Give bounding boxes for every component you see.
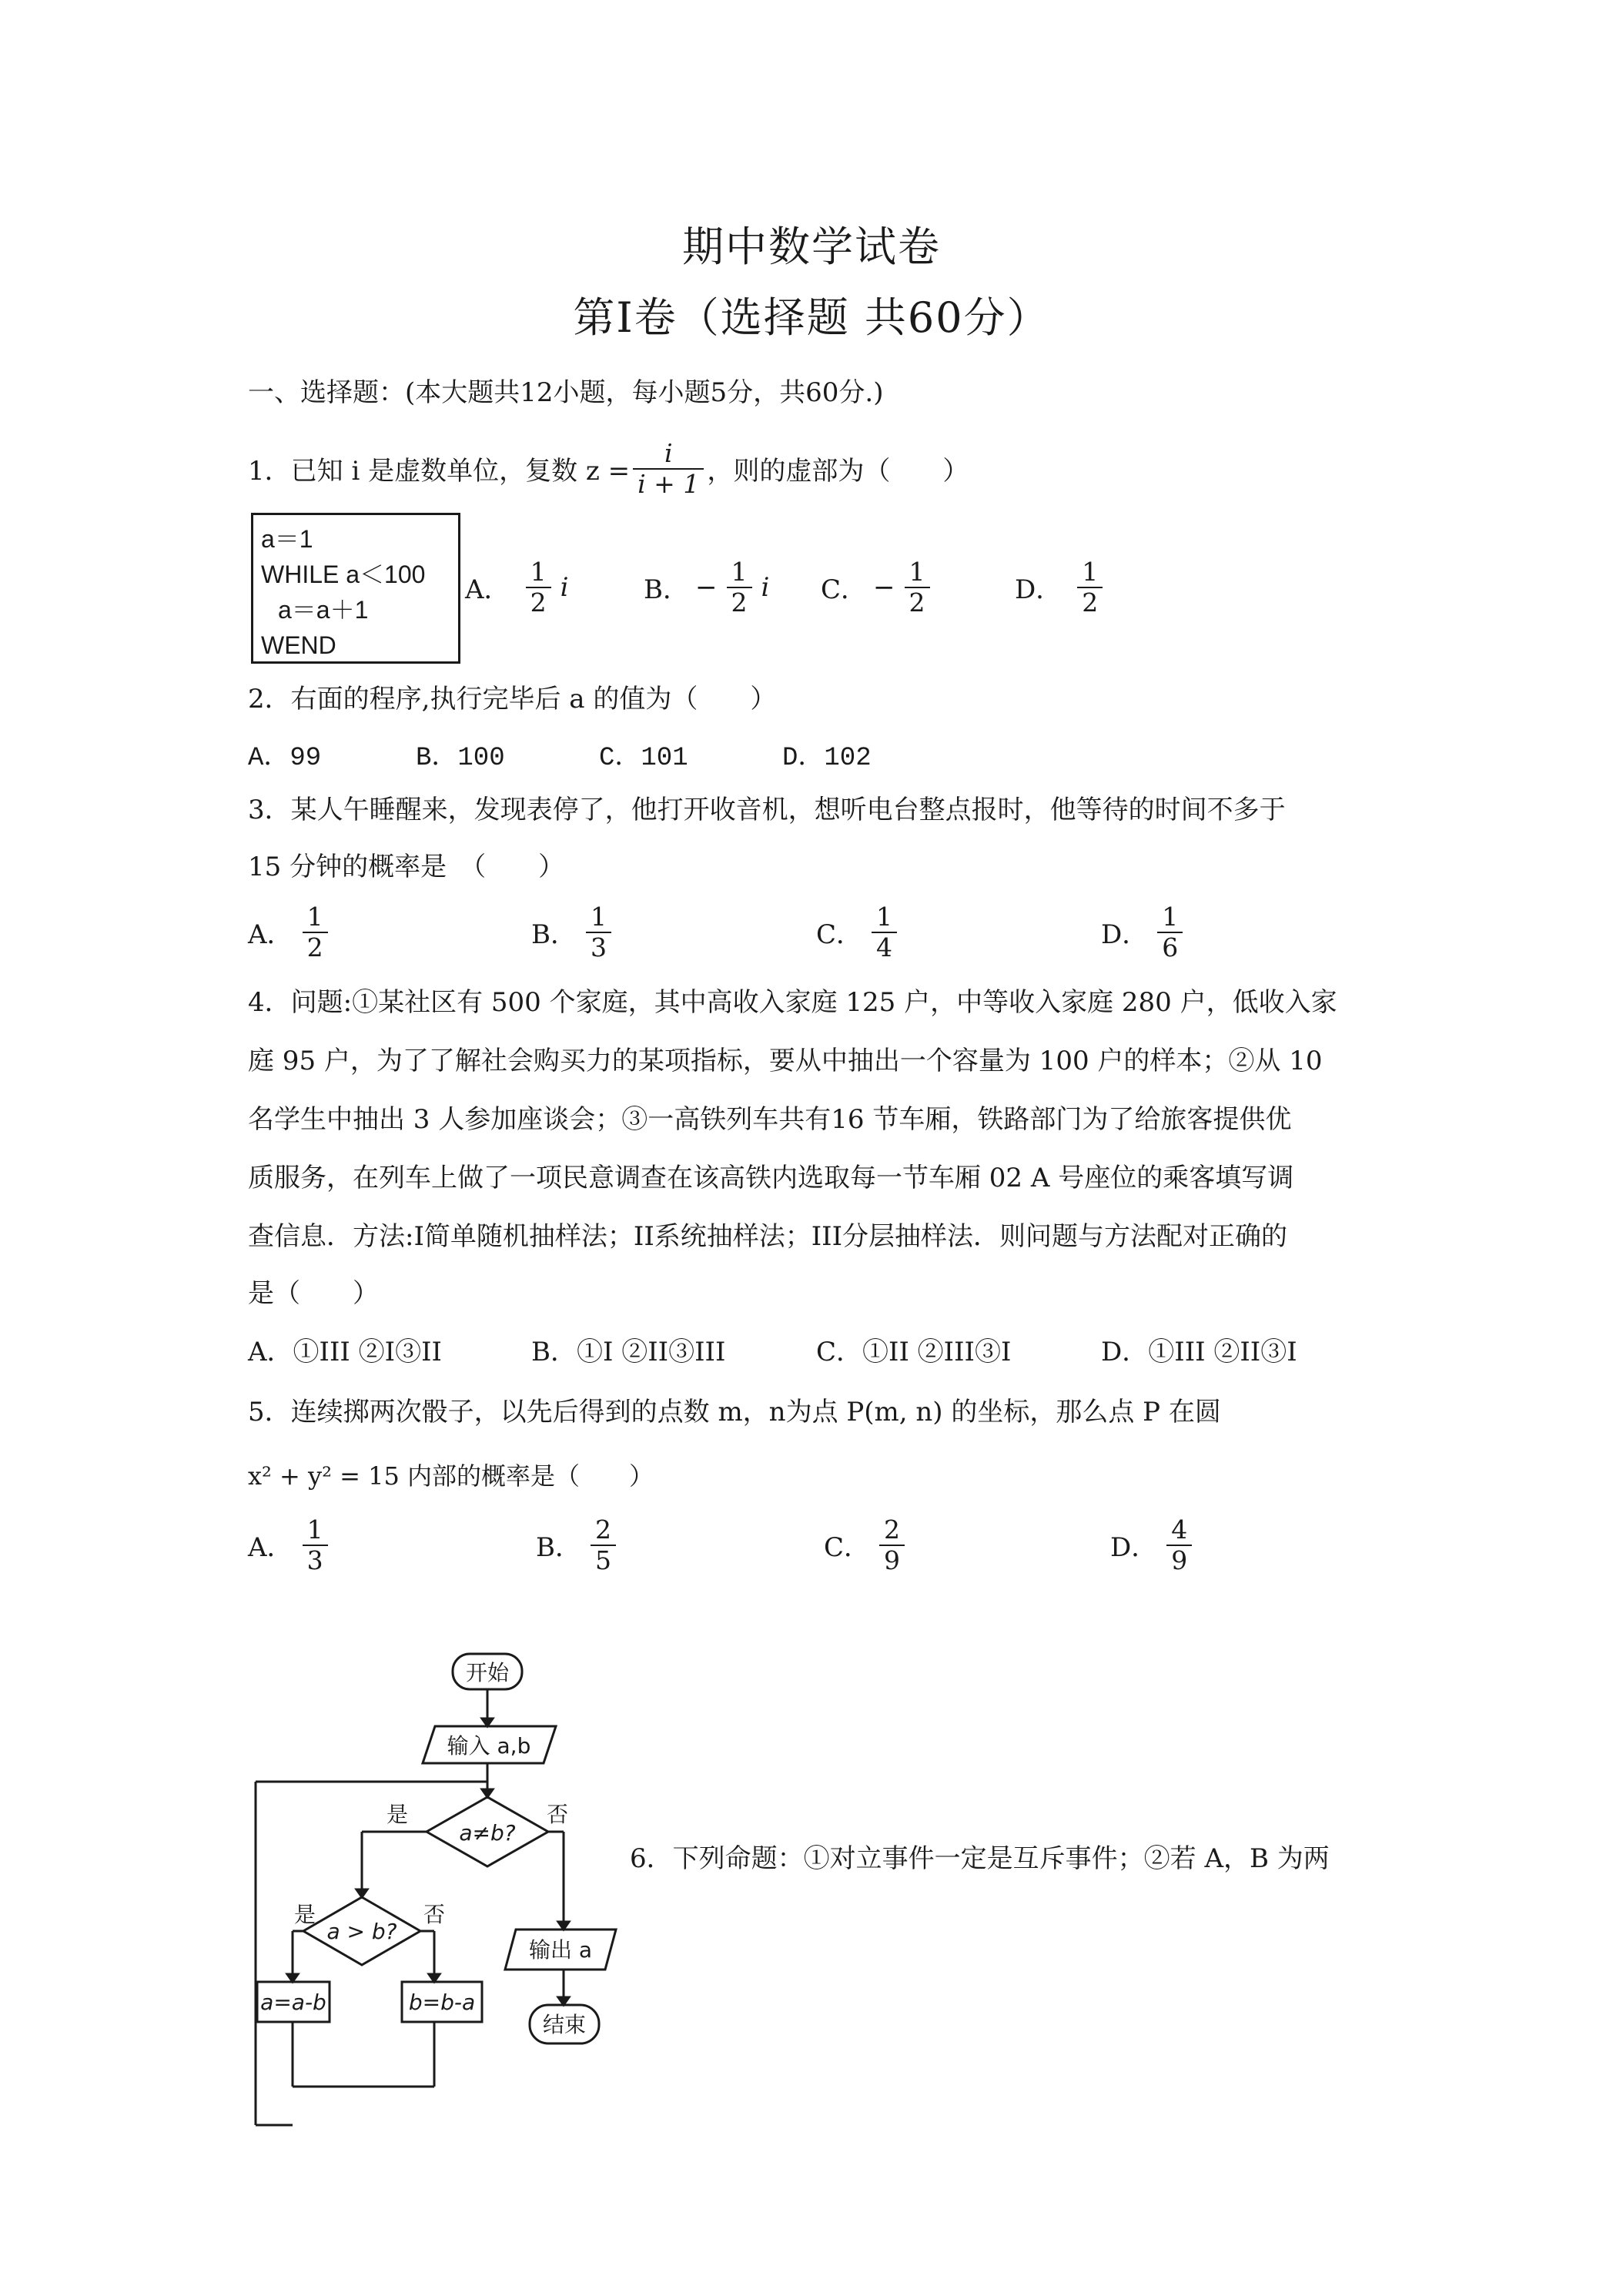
question-2: 2．右面的程序,执行完毕后 a 的值为（ ） [248, 684, 777, 715]
program-line: a＝1 [261, 525, 313, 553]
page-subtitle: 第Ⅰ卷（选择题 共60分） [573, 293, 1050, 342]
section-heading: 一、选择题：(本大题共12小题，每小题5分，共60分.) [248, 377, 884, 408]
q4-options [0, 1330, 1623, 1367]
frac-den: 6 [1157, 932, 1183, 962]
q1-option-b [644, 557, 769, 618]
q2-option-d: D．102 [782, 744, 872, 773]
frac-num: 2 [884, 1514, 901, 1545]
q2-option-b: B．100 [416, 744, 505, 773]
q1-text-b: ，则的虚部为（ ） [707, 456, 969, 487]
frac-den: 2 [905, 587, 930, 618]
frac-den: 9 [879, 1545, 905, 1575]
q3-option-a [248, 902, 331, 962]
frac-den: 9 [1166, 1545, 1192, 1575]
frac-den: 3 [586, 932, 611, 962]
q4-option-d: D．①III ②II③I [1101, 1337, 1297, 1367]
q1-frac-den: i + 1 [633, 468, 704, 499]
option-label: D． [1110, 1532, 1158, 1564]
q5-option-a [248, 1515, 331, 1575]
frac-den: 2 [727, 587, 752, 618]
program-line: a＝a＋1 [278, 596, 369, 624]
option-prefix: − [695, 571, 718, 603]
q1-option-d [1015, 557, 1112, 618]
q1-text-a: 1．已知 i 是虚数单位，复数 z = [248, 456, 631, 487]
option-label: A． [248, 919, 293, 951]
page-title: 期中数学试卷 [682, 223, 941, 271]
flow-cond1-label: a≠b? [459, 1820, 516, 1846]
q5-options [0, 1515, 1623, 1585]
option-label: B． [531, 919, 577, 951]
option-label: C． [816, 919, 863, 951]
q3-option-d [1101, 902, 1186, 962]
program-line: WHILE a＜100 [261, 561, 426, 588]
question-5-line-1: 5．连续掷两次骰子，以先后得到的点数 m，n为点 P(m, n) 的坐标，那么点 P 在圆 [248, 1397, 1221, 1427]
q5-option-b [536, 1515, 619, 1575]
q3-option-b [531, 902, 614, 962]
flow-end-label: 结束 [542, 2012, 587, 2037]
option-label: B． [644, 574, 689, 606]
flow-start-label: 开始 [465, 1660, 510, 1685]
flow-output-label: 输出 a [528, 1937, 593, 1963]
frac-num: 2 [595, 1514, 611, 1545]
frac-num: 1 [591, 902, 607, 932]
flow-yes-label: 是 [386, 1802, 409, 1827]
flow-no-label: 否 [423, 1902, 446, 1927]
q2-option-c: C．101 [599, 744, 688, 773]
frac-num: 1 [306, 902, 323, 932]
frac-den: 2 [1077, 587, 1103, 618]
q4-option-c: C．①II ②III③I [816, 1337, 1012, 1367]
q1-options [0, 557, 1623, 627]
q4-option-a: A．①III ②I③II [248, 1337, 442, 1367]
flow-input-label: 输入 a,b [447, 1733, 531, 1759]
question-4-line: 质服务，在列车上做了一项民意调查在该高铁内选取每一节车厢 02 A 号座位的乘客填写调 [248, 1163, 1294, 1193]
q2-options [0, 735, 1623, 773]
program-line: WEND [261, 631, 336, 659]
question-1 [248, 439, 969, 499]
option-label: D． [1015, 574, 1062, 606]
question-4-line: 4．问题:①某社区有 500 个家庭，其中高收入家庭 125 户，中等收入家庭 280 户，低收入家 [248, 987, 1337, 1018]
question-4-line: 庭 95 户，为了了解社会购买力的某项指标，要从中抽出一个容量为 100 户的样本；②从 10 [248, 1046, 1323, 1076]
q3-options [0, 902, 1623, 972]
q1-option-a [465, 557, 568, 618]
q2-option-a: A．99 [248, 744, 322, 773]
question-4-line: 名学生中抽出 3 人参加座谈会；③一高铁列车共有16 节车厢，铁路部门为了给旅客提供优 [248, 1104, 1292, 1135]
flow-assign-b-label: b=b-a [408, 1990, 476, 2015]
frac-num: 1 [909, 557, 925, 587]
frac-den: 4 [872, 932, 897, 962]
flow-no-label: 否 [546, 1802, 569, 1827]
question-6: 6．下列命题：①对立事件一定是互斥事件；②若 A，B 为两 [630, 1843, 1330, 1874]
q1-fraction [633, 439, 704, 499]
frac-num: 1 [306, 1514, 323, 1545]
frac-den: 2 [303, 932, 328, 962]
option-suffix: i [560, 571, 569, 603]
flowchart [246, 1632, 647, 2156]
q1-frac-num: i [664, 438, 673, 468]
frac-den: 5 [591, 1545, 616, 1575]
frac-num: 1 [876, 902, 893, 932]
frac-num: 1 [1162, 902, 1179, 932]
option-label: B． [536, 1532, 581, 1564]
question-4-line: 查信息．方法:I简单随机抽样法；II系统抽样法；III分层抽样法．则问题与方法配对正确的 [248, 1221, 1288, 1252]
q4-option-b: B．①I ②II③III [531, 1337, 726, 1367]
option-label: C． [821, 574, 868, 606]
q5-option-d [1110, 1515, 1195, 1575]
frac-num: 1 [530, 557, 547, 587]
question-4-line: 是（ ） [248, 1278, 379, 1309]
flow-assign-a-label: a=a-b [260, 1990, 326, 2015]
q1-option-c [821, 557, 939, 618]
option-label: C． [824, 1532, 871, 1564]
frac-num: 1 [731, 557, 748, 587]
question-5-line-2: x² + y² = 15 内部的概率是（ ） [248, 1461, 654, 1491]
frac-den: 3 [303, 1545, 328, 1575]
option-prefix: − [873, 571, 895, 603]
frac-num: 4 [1171, 1514, 1188, 1545]
option-label: A． [465, 574, 510, 606]
question-3-line-1: 3．某人午睡醒来，发现表停了，他打开收音机，想听电台整点报时，他等待的时间不多于 [248, 795, 1286, 825]
frac-den: 2 [526, 587, 551, 618]
flow-cond2-label: a > b? [326, 1919, 397, 1944]
question-3-line-2: 15 分钟的概率是 （ ） [248, 852, 565, 882]
flow-yes-label: 是 [293, 1902, 316, 1927]
q5-option-c [824, 1515, 908, 1575]
q3-option-c [816, 902, 900, 962]
option-suffix: i [761, 571, 770, 603]
option-label: D． [1101, 919, 1149, 951]
frac-num: 1 [1082, 557, 1099, 587]
option-label: A． [248, 1532, 293, 1564]
